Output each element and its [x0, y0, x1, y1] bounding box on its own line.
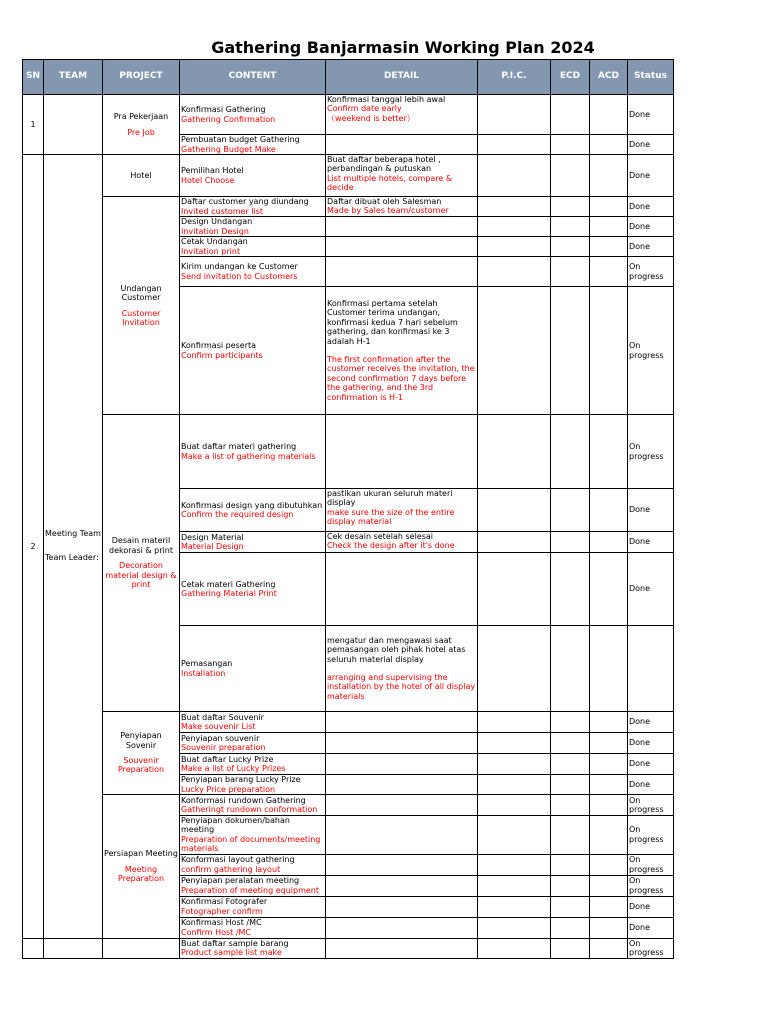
content-cell: [180, 135, 326, 155]
content-cell: [180, 553, 326, 626]
pic-cell: [478, 95, 551, 135]
table-row: [23, 197, 674, 217]
project-name-en: Customer Invitation: [121, 308, 161, 327]
content-text: Design Material: [181, 532, 244, 542]
pic-cell: [478, 917, 551, 938]
status-cell: [628, 875, 674, 896]
content-cell: [180, 854, 326, 875]
table-row: [23, 95, 674, 135]
header-project: PROJECT: [103, 60, 180, 95]
content-cell: [180, 754, 326, 775]
detail-text-en: make sure the size of the entire display material: [327, 507, 455, 527]
detail-cell: [326, 553, 478, 626]
project-name: Persiapan Meeting: [104, 849, 178, 859]
acd-cell: [590, 197, 628, 217]
status-cell: [628, 415, 674, 489]
detail-cell: [326, 775, 478, 795]
status-text: Done: [629, 738, 651, 748]
ecd-cell: [551, 917, 590, 938]
status-text: Done: [629, 109, 651, 119]
pic-cell: [478, 135, 551, 155]
detail-text: Buat daftar beberapa hotel , perbandingan & putuskan: [327, 155, 441, 174]
content-text: Pembuatan budget Gathering: [181, 135, 300, 145]
content-cell: [180, 287, 326, 415]
content-text-en: Gatheringt rundown conformation: [181, 805, 318, 814]
ecd-cell: [551, 287, 590, 415]
status-cell: [628, 135, 674, 155]
project-name: Hotel: [130, 170, 152, 180]
content-cell: [180, 197, 326, 217]
status-cell: [628, 257, 674, 287]
pic-cell: [478, 896, 551, 917]
status-cell: [628, 712, 674, 733]
status-text: On progress: [629, 825, 664, 844]
sn-cell: [23, 938, 44, 958]
status-cell: [628, 237, 674, 257]
detail-cell: [326, 95, 478, 135]
pic-cell: [478, 532, 551, 553]
ecd-cell: [551, 816, 590, 855]
ecd-cell: [551, 95, 590, 135]
detail-cell: [326, 155, 478, 197]
status-text: Done: [629, 901, 651, 911]
content-text-en: Gathering Material Print: [181, 589, 277, 598]
detail-text: Daftar dibuat oleh Salesman: [327, 197, 442, 206]
status-text: On progress: [629, 262, 664, 281]
acd-cell: [590, 754, 628, 775]
acd-cell: [590, 712, 628, 733]
detail-cell: [326, 896, 478, 917]
sn-cell: [23, 155, 44, 939]
content-text-en: Installation: [181, 668, 226, 678]
content-cell: [180, 626, 326, 712]
content-text-en: Make a list of gathering materials: [181, 451, 316, 461]
content-cell: [180, 712, 326, 733]
ecd-cell: [551, 489, 590, 532]
table-row: [23, 155, 674, 197]
status-text: Done: [629, 139, 651, 149]
team-leader: Team Leader:: [45, 553, 99, 563]
status-text: Done: [629, 759, 651, 769]
header-pic: P.I.C.: [478, 60, 551, 95]
ecd-cell: [551, 938, 590, 958]
content-text-en: Send invitation to Customers: [181, 271, 298, 281]
working-plan-table: [22, 59, 674, 959]
status-cell: [628, 217, 674, 237]
acd-cell: [590, 532, 628, 553]
sn-value: 1: [30, 119, 36, 129]
status-text: Done: [629, 584, 651, 594]
content-text: Cetak Undangan: [181, 237, 248, 247]
ecd-cell: [551, 553, 590, 626]
acd-cell: [590, 626, 628, 712]
content-text: Konformasi rundown Gathering: [181, 795, 306, 805]
detail-text: mengatur dan mengawasi saat pemasangan oleh pihak hotel atas seluruh material display: [327, 635, 466, 664]
acd-cell: [590, 938, 628, 958]
status-cell: [628, 733, 674, 754]
ecd-cell: [551, 217, 590, 237]
pic-cell: [478, 854, 551, 875]
content-cell: [180, 257, 326, 287]
acd-cell: [590, 875, 628, 896]
project-name-en: Decoration material design & print: [105, 561, 177, 590]
content-cell: [180, 896, 326, 917]
acd-cell: [590, 287, 628, 415]
ecd-cell: [551, 854, 590, 875]
status-cell: [628, 489, 674, 532]
project-name-en: Souvenir Preparation: [117, 756, 165, 775]
pic-cell: [478, 795, 551, 816]
status-cell: [628, 854, 674, 875]
project-name: Pra Pekerjaan: [113, 112, 169, 122]
status-cell: [628, 917, 674, 938]
content-text-en: Make souvenir List: [181, 722, 256, 731]
detail-text-en: Made by Sales team/customer: [327, 206, 449, 216]
status-text: Done: [629, 717, 651, 727]
project-cell: [103, 938, 180, 958]
status-cell: [628, 795, 674, 816]
acd-cell: [590, 553, 628, 626]
project-cell-pre_job: [103, 95, 180, 155]
content-text: Buat daftar sample barang: [181, 938, 289, 948]
content-text-en: Souvenir preparation: [181, 743, 266, 752]
detail-text: Konfirmasi pertama setelah Customer terima undangan, konfirmasi kedua 7 hari sebelum gathering, dan konfirmasi ke 3 adalah H-1: [327, 298, 458, 346]
detail-text: Cek desain setelah selesai: [327, 532, 434, 541]
status-text: On progress: [629, 442, 664, 461]
header-status: Status: [628, 60, 674, 95]
content-text-en: Lucky Price preparation: [181, 784, 276, 794]
content-text: Penyiapan peralatan meeting: [181, 876, 300, 886]
pic-cell: [478, 155, 551, 197]
status-text: Done: [629, 779, 651, 789]
content-text: Pemasangan: [181, 659, 233, 669]
header-content: CONTENT: [180, 60, 326, 95]
acd-cell: [590, 896, 628, 917]
ecd-cell: [551, 896, 590, 917]
status-cell: [628, 896, 674, 917]
pic-cell: [478, 733, 551, 754]
team-cell: [44, 155, 103, 939]
ecd-cell: [551, 532, 590, 553]
content-text-en: Preparation of meeting equipment: [181, 885, 319, 895]
status-cell: [628, 197, 674, 217]
pic-cell: [478, 938, 551, 958]
detail-text-en: Confirm date early （weekend is better）: [327, 104, 415, 123]
detail-cell: [326, 287, 478, 415]
content-text: Konfirmasi Fotografer: [181, 897, 268, 907]
content-text: Kirim undangan ke Customer: [181, 262, 298, 272]
content-text-en: Gathering Budget Make: [181, 144, 276, 154]
detail-cell: [326, 712, 478, 733]
team-cell: [44, 95, 103, 155]
content-text-en: Confirm the required design: [181, 510, 294, 519]
detail-cell: [326, 795, 478, 816]
ecd-cell: [551, 795, 590, 816]
content-cell: [180, 155, 326, 197]
content-text: Konformasi layout gathering: [181, 855, 295, 865]
acd-cell: [590, 135, 628, 155]
content-text: Penyiapan barang Lucky Prize: [181, 775, 301, 785]
pic-cell: [478, 237, 551, 257]
status-cell: [628, 95, 674, 135]
project-name-en: Pre Job: [127, 127, 155, 137]
content-text: Konfirmasi design yang dibutuhkan: [181, 500, 323, 510]
pic-cell: [478, 415, 551, 489]
detail-text-en: List multiple hotels, compare & decide: [327, 173, 453, 193]
pic-cell: [478, 287, 551, 415]
status-text: On progress: [629, 938, 664, 958]
detail-cell: [326, 415, 478, 489]
header-detail: DETAIL: [326, 60, 478, 95]
acd-cell: [590, 854, 628, 875]
detail-cell: [326, 257, 478, 287]
detail-cell: [326, 197, 478, 217]
ecd-cell: [551, 415, 590, 489]
status-text: Done: [629, 170, 651, 180]
pic-cell: [478, 217, 551, 237]
project-name: Undangan Customer: [120, 283, 162, 303]
pic-cell: [478, 553, 551, 626]
ecd-cell: [551, 237, 590, 257]
ecd-cell: [551, 626, 590, 712]
content-text-en: Make a list of Lucky Prizes: [181, 764, 286, 773]
acd-cell: [590, 415, 628, 489]
content-text: Penyiapan dokumen/bahan meeting: [181, 816, 290, 835]
detail-cell: [326, 816, 478, 855]
content-text-en: Invitation print: [181, 246, 241, 256]
detail-cell: [326, 532, 478, 553]
acd-cell: [590, 795, 628, 816]
content-text-en: Confirm Host /MC: [181, 927, 252, 937]
table-row: [23, 795, 674, 816]
content-text-en: Invited customer list: [181, 206, 264, 216]
project-cell-invitation: [103, 197, 180, 415]
project-name-en: Meeting Preparation: [117, 864, 165, 884]
project-cell-decoration: [103, 415, 180, 712]
ecd-cell: [551, 155, 590, 197]
content-text-en: Material Design: [181, 542, 244, 551]
content-text: Pemilihan Hotel: [181, 166, 244, 176]
table-row: [23, 415, 674, 489]
content-cell: [180, 875, 326, 896]
page-title: Gathering Banjarmasin Working Plan 2024: [211, 38, 595, 57]
status-cell: [628, 816, 674, 855]
pic-cell: [478, 754, 551, 775]
detail-cell: [326, 217, 478, 237]
header-team: TEAM: [44, 60, 103, 95]
pic-cell: [478, 816, 551, 855]
content-text: Buat daftar materi gathering: [181, 442, 297, 452]
acd-cell: [590, 257, 628, 287]
project-cell-souvenir: [103, 712, 180, 795]
status-cell: [628, 532, 674, 553]
status-cell: [628, 938, 674, 958]
detail-cell: [326, 938, 478, 958]
status-text: Done: [629, 241, 651, 251]
acd-cell: [590, 775, 628, 795]
detail-cell: [326, 135, 478, 155]
status-text: On progress: [629, 855, 664, 874]
status-text: On progress: [629, 341, 664, 360]
status-cell: [628, 775, 674, 795]
pic-cell: [478, 197, 551, 217]
header-sn: SN: [23, 60, 44, 95]
acd-cell: [590, 733, 628, 754]
detail-text-en: arranging and supervising the installation by the hotel of all display materials: [327, 673, 476, 701]
ecd-cell: [551, 712, 590, 733]
detail-cell: [326, 875, 478, 896]
ecd-cell: [551, 197, 590, 217]
header-ecd: ECD: [551, 60, 590, 95]
detail-cell: [326, 917, 478, 938]
detail-text-en: Check the design after it's done: [327, 541, 455, 551]
status-cell: [628, 553, 674, 626]
pic-cell: [478, 712, 551, 733]
status-text: Done: [629, 201, 651, 211]
detail-cell: [326, 733, 478, 754]
content-cell: [180, 95, 326, 135]
project-name: Desain materil dekorasi & print: [109, 536, 173, 555]
header-acd: ACD: [590, 60, 628, 95]
content-cell: [180, 733, 326, 754]
project-cell-meeting: [103, 795, 180, 939]
detail-text: pastikan ukuran seluruh materi display: [327, 489, 453, 508]
content-text-en: Product sample list make: [181, 948, 282, 958]
project-cell-hotel: [103, 155, 180, 197]
content-text: Daftar customer yang diundang: [181, 197, 309, 207]
content-cell: [180, 489, 326, 532]
content-cell: [180, 532, 326, 553]
pic-cell: [478, 626, 551, 712]
content-text: Konfirmasi Host /MC: [181, 918, 262, 928]
status-text: Done: [629, 922, 651, 932]
content-cell: [180, 816, 326, 855]
content-cell: [180, 795, 326, 816]
sn-cell: [23, 95, 44, 155]
content-text: Penyiapan souvenir: [181, 733, 260, 743]
detail-cell: [326, 754, 478, 775]
header-row: [23, 60, 674, 95]
detail-cell: [326, 854, 478, 875]
content-cell: [180, 217, 326, 237]
ecd-cell: [551, 257, 590, 287]
content-text-en: Invitation Design: [181, 226, 249, 236]
pic-cell: [478, 257, 551, 287]
content-text: Buat daftar Souvenir: [181, 712, 264, 722]
status-text: Done: [629, 221, 651, 231]
status-cell: [628, 155, 674, 197]
detail-cell: [326, 626, 478, 712]
pic-cell: [478, 489, 551, 532]
content-text-en: Fotographer confirm: [181, 906, 263, 916]
sn-value: 2: [30, 541, 36, 551]
acd-cell: [590, 917, 628, 938]
detail-text: Konfirmasi tanggal lebih awal: [327, 95, 446, 104]
detail-cell: [326, 237, 478, 257]
status-cell: [628, 626, 674, 712]
content-cell: [180, 237, 326, 257]
team-name: Meeting Team: [45, 529, 101, 539]
ecd-cell: [551, 135, 590, 155]
content-text-en: confirm gathering layout: [181, 864, 281, 874]
content-text-en: Hotel Choose: [181, 175, 235, 185]
status-text: On progress: [629, 876, 664, 895]
detail-cell: [326, 489, 478, 532]
content-text: Design Undangan: [181, 217, 253, 227]
content-cell: [180, 415, 326, 489]
ecd-cell: [551, 754, 590, 775]
pic-cell: [478, 775, 551, 795]
table-row: [23, 712, 674, 733]
content-text: Cetak materi Gathering: [181, 579, 276, 589]
acd-cell: [590, 217, 628, 237]
status-cell: [628, 287, 674, 415]
content-text-en: Confirm participants: [181, 350, 263, 360]
pic-cell: [478, 875, 551, 896]
content-text: Buat daftar Lucky Prize: [181, 754, 274, 764]
ecd-cell: [551, 733, 590, 754]
project-name: Penyiapan Sovenir: [120, 731, 162, 750]
ecd-cell: [551, 775, 590, 795]
content-text: Konfirmasi Gathering: [181, 105, 266, 115]
content-cell: [180, 775, 326, 795]
team-cell: [44, 938, 103, 958]
status-text: Done: [629, 537, 651, 547]
acd-cell: [590, 155, 628, 197]
content-cell: [180, 917, 326, 938]
detail-text-en: The first confirmation after the customer receives the invitation, the second confirmation 7 days before the gathering, and the 3rd confirmation is H-1: [327, 355, 475, 402]
content-cell: [180, 938, 326, 958]
table-row: [23, 938, 674, 958]
content-text: Konfirmasi peserta: [181, 341, 257, 351]
ecd-cell: [551, 875, 590, 896]
content-text-en: Preparation of documents/meeting materials: [181, 834, 321, 854]
status-text: On progress: [629, 795, 664, 814]
status-text: Done: [629, 505, 651, 515]
acd-cell: [590, 95, 628, 135]
content-text-en: Gathering Confirmation: [181, 114, 276, 124]
acd-cell: [590, 237, 628, 257]
acd-cell: [590, 816, 628, 855]
status-cell: [628, 754, 674, 775]
acd-cell: [590, 489, 628, 532]
